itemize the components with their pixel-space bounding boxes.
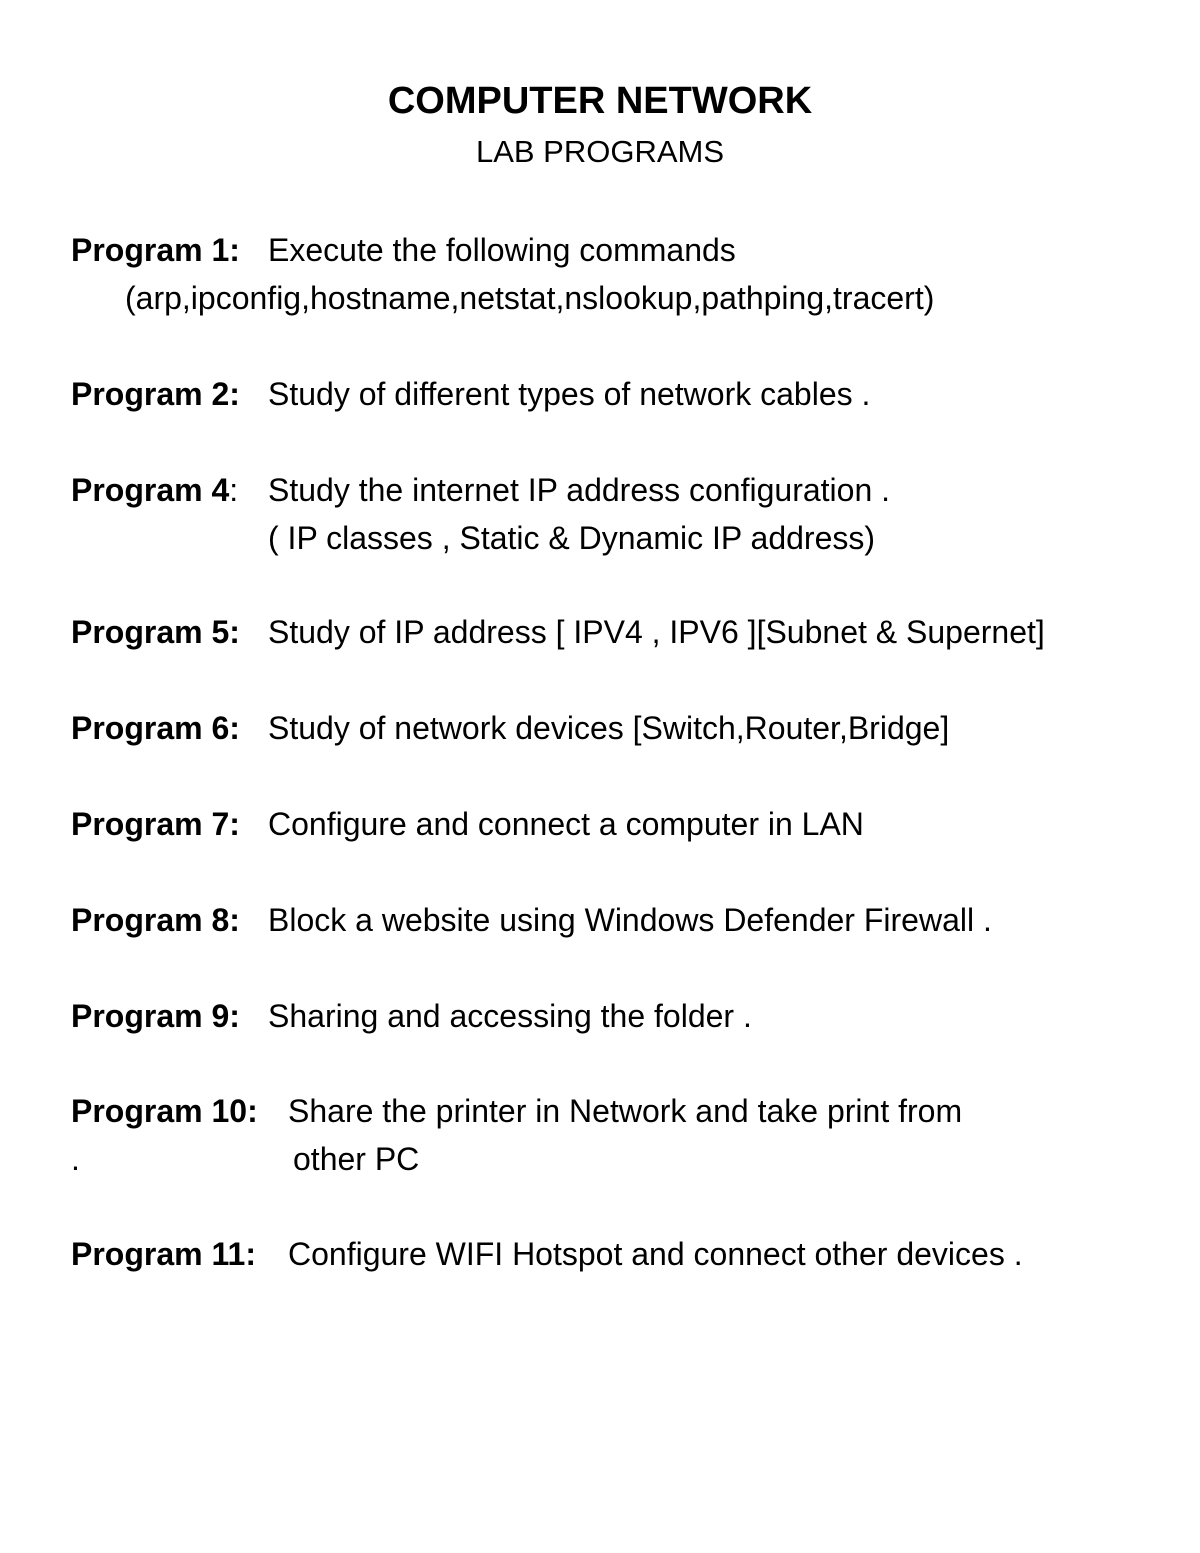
- program-description: Share the printer in Network and take print from: [288, 1093, 963, 1129]
- program-description: Configure WIFI Hotspot and connect other devices .: [288, 1236, 1023, 1272]
- program-description-continuation: ( IP classes , Static & Dynamic IP address): [268, 520, 876, 556]
- program-item-6: [71, 704, 950, 752]
- program-label: Program 10:: [71, 1093, 258, 1129]
- program-label: Program 11:: [71, 1236, 256, 1272]
- program-description: Study of IP address [ IPV4 , IPV6 ][Subnet & Supernet]: [268, 614, 1045, 650]
- program-item-5: [71, 608, 1045, 656]
- program-description-continuation: (arp,ipconfig,hostname,netstat,nslookup,pathping,tracert): [125, 280, 935, 316]
- program-description: Study the internet IP address configuration .: [268, 472, 891, 508]
- program-item-9: [71, 992, 752, 1040]
- program-item-10: [71, 1087, 963, 1177]
- program-item-11: [71, 1230, 1023, 1278]
- program-item-4: [71, 466, 891, 556]
- program-label-colon: :: [229, 472, 239, 508]
- program-description: Sharing and accessing the folder .: [268, 998, 752, 1034]
- document-title: COMPUTER NETWORK: [387, 80, 813, 122]
- program-description-continuation: other PC: [293, 1141, 420, 1177]
- program-label: Program 6:: [71, 710, 240, 746]
- program-item-8: [71, 896, 992, 944]
- program-label: Program 7:: [71, 806, 240, 842]
- program-description: Configure and connect a computer in LAN: [268, 806, 864, 842]
- program-description: Execute the following commands: [268, 232, 736, 268]
- document-subtitle: LAB PROGRAMS: [475, 134, 725, 169]
- program-label: Program 2:: [71, 376, 240, 412]
- program-label: Program 4: [71, 472, 230, 508]
- program-description: Block a website using Windows Defender Firewall .: [268, 902, 992, 938]
- program-item-2: [71, 370, 871, 418]
- program-label: Program 8:: [71, 902, 240, 938]
- program-description: Study of network devices [Switch,Router,Bridge]: [268, 710, 950, 746]
- program-label: Program 1:: [71, 232, 240, 268]
- program-label: Program 5:: [71, 614, 240, 650]
- stray-period-mark: .: [71, 1141, 80, 1177]
- program-item-1: [71, 226, 935, 316]
- program-description: Study of different types of network cables .: [268, 376, 871, 412]
- program-label: Program 9:: [71, 998, 240, 1034]
- program-item-7: [71, 800, 864, 848]
